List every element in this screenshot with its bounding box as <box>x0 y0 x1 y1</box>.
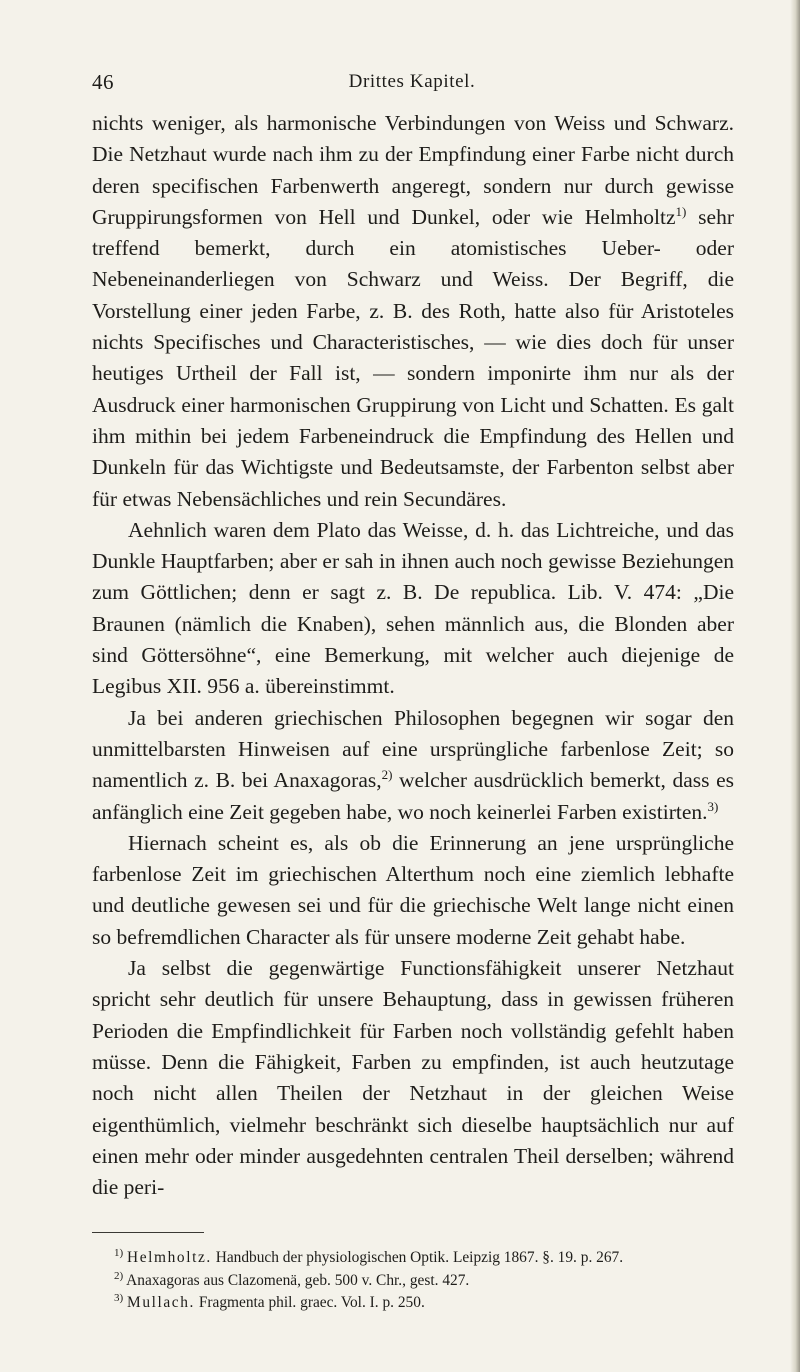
page-header <box>92 70 732 98</box>
footnote-mark: 1) <box>114 1246 124 1259</box>
page-number: 46 <box>92 70 114 94</box>
footnote-ref-3: 3) <box>707 798 719 814</box>
body-text <box>92 108 734 1203</box>
paragraph-3: Ja bei anderen griechischen Philosophen begegnen wir sogar den unmittelbarsten Hinweisen auf eine ursprüngliche farbenlose Zeit; so namentlich z. B. bei Anaxagoras,$^{2)}$ welcher ausdrücklich bemerkt, dass es anfänglich eine Zeit gegeben habe, wo noch keinerlei Farben existirten.$^{3)}$ <box>92 705 734 824</box>
paragraph-5: Ja selbst die gegenwärtige Functionsfähigkeit unserer Netzhaut spricht sehr deutlich für unsere Behauptung, dass in gewissen früheren Perioden die Empfindlichkeit für Farben noch vollständig gefehlt haben müsse. Denn die Fähigkeit, Farben zu empfinden, ist auch heutzutage noch nicht allen Theilen der Netzhaut in der gleichen Weise eigenthümlich, vielmehr beschränkt sich dieselbe hauptsächlich nur auf einen mehr oder minder ausgedehnten centralen Theil derselben; während die peri- <box>92 956 734 1200</box>
footnote-author: Helmholtz. <box>127 1249 212 1266</box>
paragraph-4: Hiernach scheint es, als ob die Erinnerung an jene ursprüngliche farbenlose Zeit im griechischen Alterthum noch eine ziemlich lebhafte und deutliche gewesen sei und für die griechische Welt lange nicht einen so befremdlichen Character als für unsere moderne Zeit gehabt habe. <box>92 830 734 949</box>
running-head: Drittes Kapitel. <box>348 71 476 92</box>
paragraph-1: nichts weniger, als harmonische Verbindungen von Weiss und Schwarz. Die Netzhaut wurde nach ihm zu der Empfindung einer Farbe nicht durch deren specifischen Farbenwerth angeregt, sondern nur durch gewisse Gruppirungsformen von Hell und Dunkel, oder wie Helmholtz$^{1)}$ sehr treffend bemerkt, durch ein atomistisches Ueber- oder Nebeneinanderliegen von Schwarz und Weiss. Der Begriff, die Vorstellung einer jeden Farbe, z. B. des Roth, hatte also für Aristoteles nichts Specifisches und Characteristisches, — wie dies doch für unser heutiges Urtheil der Fall ist, — sondern imponirte ihm nur als der Ausdruck einer harmonischen Gruppirung von Licht und Schatten. Es galt ihm mithin bei jedem Farbeneindruck die Empfindung des Hellen und Dunkeln für das Wichtigste und Bedeutsamste, der Farbenton selbst aber für etwas Nebensächliches und rein Secundäres. <box>92 111 734 511</box>
footnote-mark: 3) <box>114 1291 124 1304</box>
footnote-author: Mullach. <box>127 1294 195 1311</box>
footnote-ref-2: 2) <box>381 767 393 783</box>
footnote-1: $^{1)}$ Helmholtz. Handbuch der physiologischen Optik. Leipzig 1867. §. 19. p. 267. <box>114 1246 624 1266</box>
footnote-divider <box>92 1232 204 1233</box>
footnote-2: $^{2)}$ Anaxagoras aus Clazomenä, geb. 500 v. Chr., gest. 427. <box>114 1269 470 1289</box>
footnotes <box>92 1247 734 1315</box>
footnote-3: $^{3)}$ Mullach. Fragmenta phil. graec. Vol. I. p. 250. <box>114 1291 425 1311</box>
paragraph-2: Aehnlich waren dem Plato das Weisse, d. h. das Lichtreiche, und das Dunkle Hauptfarben; aber er sah in ihnen auch noch gewisse Beziehungen zum Göttlichen; denn er sagt z. B. De republica. Lib. V. 474: „Die Braunen (nämlich die Knaben), sehen männlich aus, die Blonden aber sind Göttersöhne“, eine Bemerkung, mit welcher auch diejenige de Legibus XII. 956 a. übereinstimmt. <box>92 517 734 699</box>
footnote-ref-1: 1) <box>675 203 687 219</box>
footnote-mark: 2) <box>114 1269 124 1282</box>
scan-edge-shadow <box>790 0 800 1372</box>
